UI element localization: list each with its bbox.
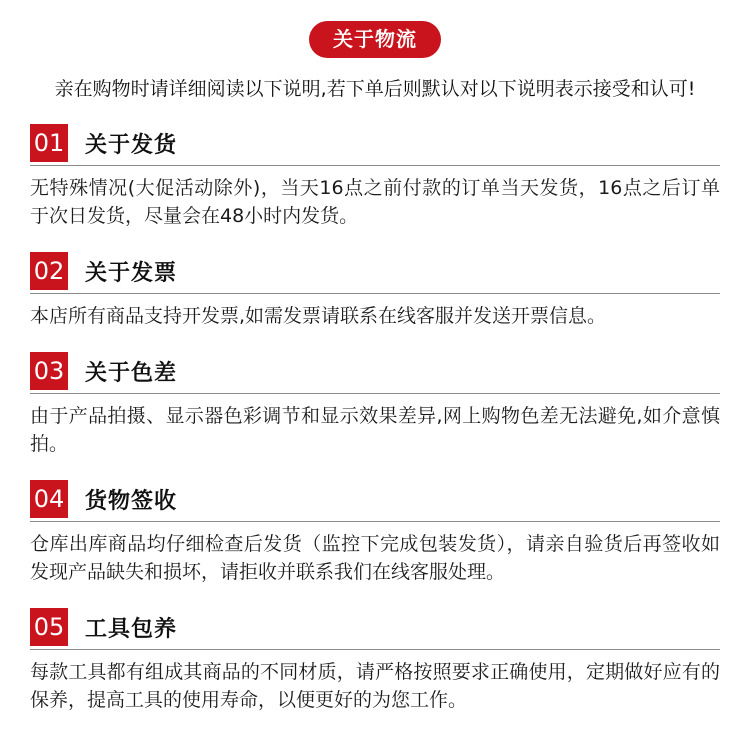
section-title: 货物签收 — [85, 488, 178, 514]
section-body-text: 每款工具都有组成其商品的不同材质，请严格按照要求正确使用，定期做好应有的保养，提高工具的使用寿命，以便更好的为您工作。 — [30, 661, 720, 711]
page-header — [30, 0, 720, 58]
logistics-title-badge: 关于物流 — [309, 21, 441, 58]
section-title: 关于发货 — [85, 132, 178, 158]
section-title: 工具包养 — [85, 616, 178, 642]
section-header — [30, 608, 720, 646]
section-goods-receipt — [30, 480, 720, 586]
section-tool-maintenance — [30, 608, 720, 714]
section-header — [30, 480, 720, 518]
section-header — [30, 252, 720, 290]
section-header — [30, 352, 720, 390]
section-body-text: 本店所有商品支持开发票,如需发票请联系在线客服并发送开票信息。 — [30, 305, 607, 327]
section-body-text: 由于产品拍摄、显示器色彩调节和显示效果差异,网上购物色差无法避免,如介意慎拍。 — [30, 405, 720, 455]
section-header — [30, 124, 720, 162]
section-body-text: 无特殊情况(大促活动除外)，当天16点之前付款的订单当天发货，16点之后订单于次日发货，尽量会在48小时内发货。 — [30, 177, 720, 227]
section-title: 关于色差 — [85, 360, 178, 386]
section-title: 关于发票 — [85, 260, 178, 286]
section-divider — [30, 165, 720, 166]
section-divider — [30, 393, 720, 394]
section-number-badge: 02 — [30, 252, 68, 290]
section-invoice — [30, 252, 720, 330]
section-divider — [30, 521, 720, 522]
section-color-difference — [30, 352, 720, 458]
section-divider — [30, 293, 720, 294]
section-number-badge: 04 — [30, 480, 68, 518]
intro-notice-text: 亲在购物时请详细阅读以下说明,若下单后则默认对以下说明表示接受和认可! — [54, 78, 696, 100]
section-number-badge: 01 — [30, 124, 68, 162]
section-number-badge: 05 — [30, 608, 68, 646]
section-body-text: 仓库出库商品均仔细检查后发货（监控下完成包装发货），请亲自验货后再签收如发现产品缺失和损坏，请拒收并联系我们在线客服处理。 — [30, 533, 720, 583]
section-number-badge: 03 — [30, 352, 68, 390]
section-divider — [30, 649, 720, 650]
section-shipping — [30, 124, 720, 230]
